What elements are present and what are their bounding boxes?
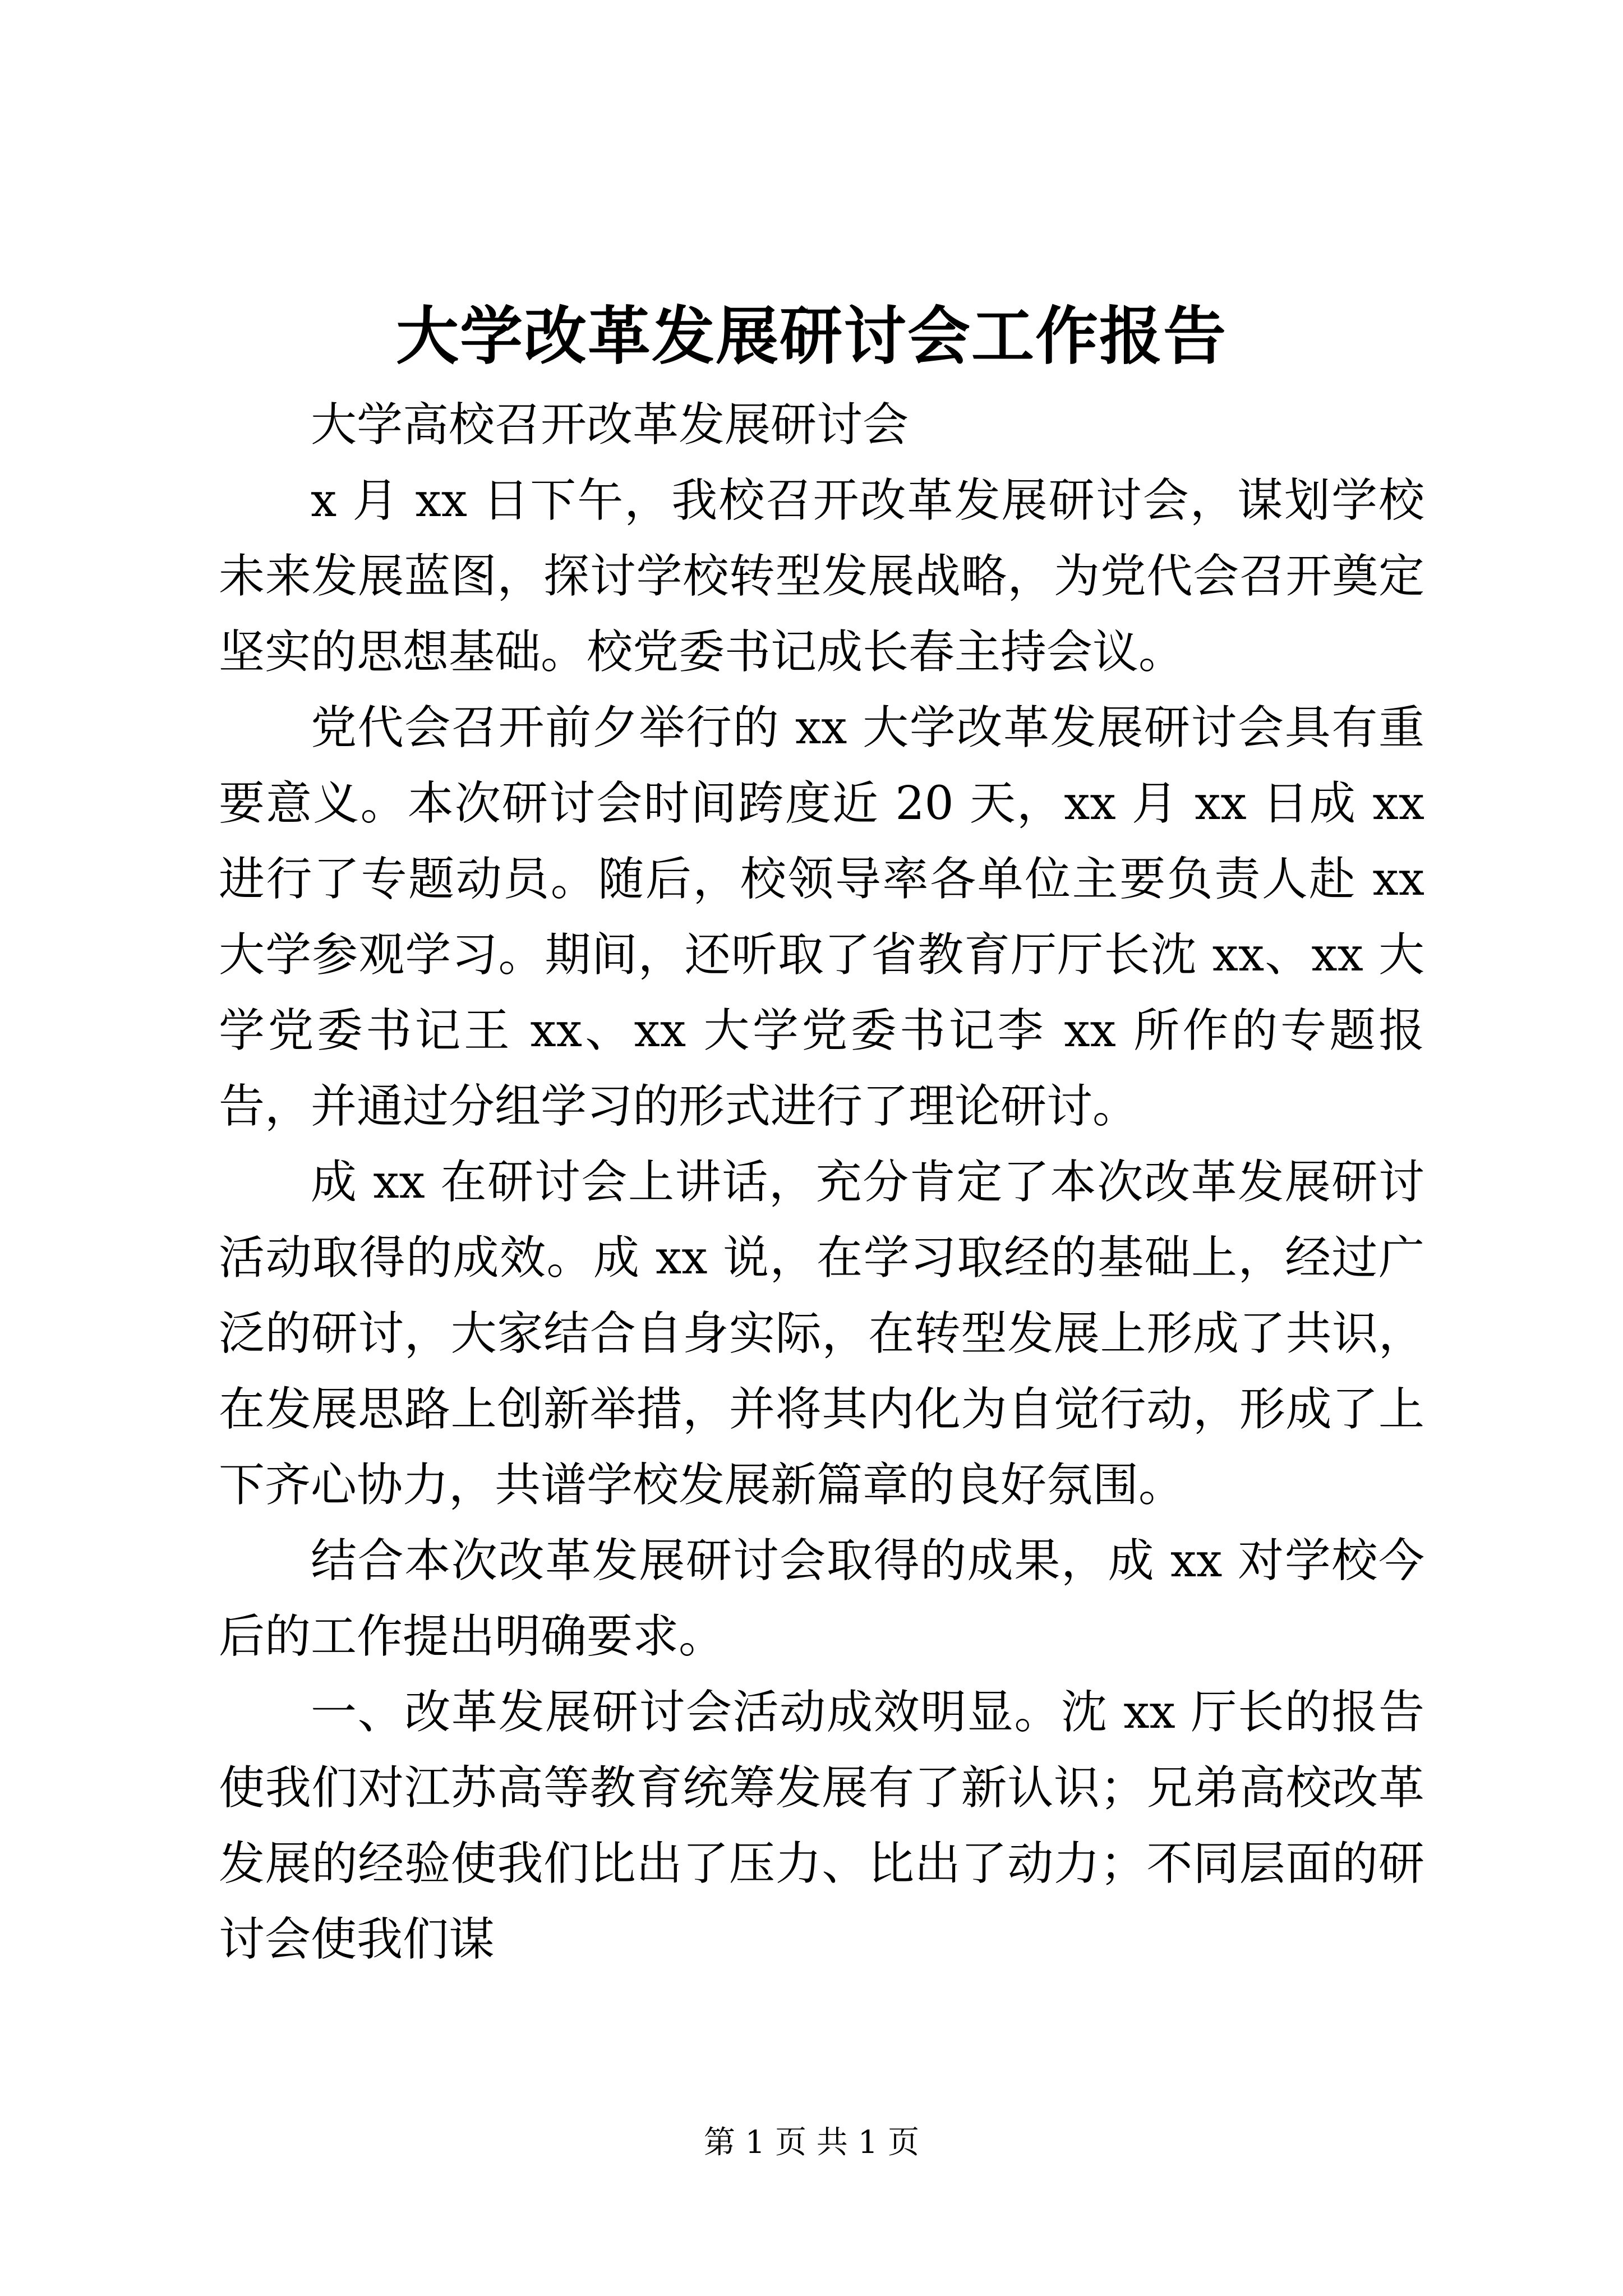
paragraph: x 月 xx 日下午，我校召开改革发展研讨会，谋划学校未来发展蓝图，探讨学校转型发展战略，为党代会召开奠定坚实的思想基础。校党委书记成长春主持会议。 <box>219 474 1424 679</box>
paragraph: 一、改革发展研讨会活动成效明显。沈 xx 厅长的报告使我们对江苏高等教育统筹发展有了新认识；兄弟高校改革发展的经验使我们比出了压力、比出了动力；不同层面的研讨会使我们谋 <box>219 1686 1424 1966</box>
paragraph: 结合本次改革发展研讨会取得的成果，成 xx 对学校今后的工作提出明确要求。 <box>219 1534 1424 1663</box>
page-footer: 第 1 页 共 1 页 <box>703 2124 920 2161</box>
document-body <box>219 387 1424 1977</box>
document-title: 大学改革发展研讨会工作报告 <box>396 300 1227 373</box>
paragraph-subtitle: 大学高校召开改革发展研讨会 <box>311 398 909 452</box>
paragraph: 党代会召开前夕举行的 xx 大学改革发展研讨会具有重要意义。本次研讨会时间跨度近 20 天，xx 月 xx 日成 xx 进行了专题动员。随后，校领导率各单位主要负责人赴 xx 大学参观学习。期间，还听取了省教育厅厅长沈 xx、xx 大学党委书记王 xx、xx 大学党委书记李 xx 所作的专题报告，并通过分组学习的形式进行了理论研讨。 <box>219 701 1424 1133</box>
paragraph: 成 xx 在研讨会上讲话，充分肯定了本次改革发展研讨活动取得的成效。成 xx 说，在学习取经的基础上，经过广泛的研讨，大家结合自身实际，在转型发展上形成了共识，在发展思路上创新举措，并将其内化为自觉行动，形成了上下齐心协力，共谱学校发展新篇章的良好氛围。 <box>219 1156 1424 1512</box>
